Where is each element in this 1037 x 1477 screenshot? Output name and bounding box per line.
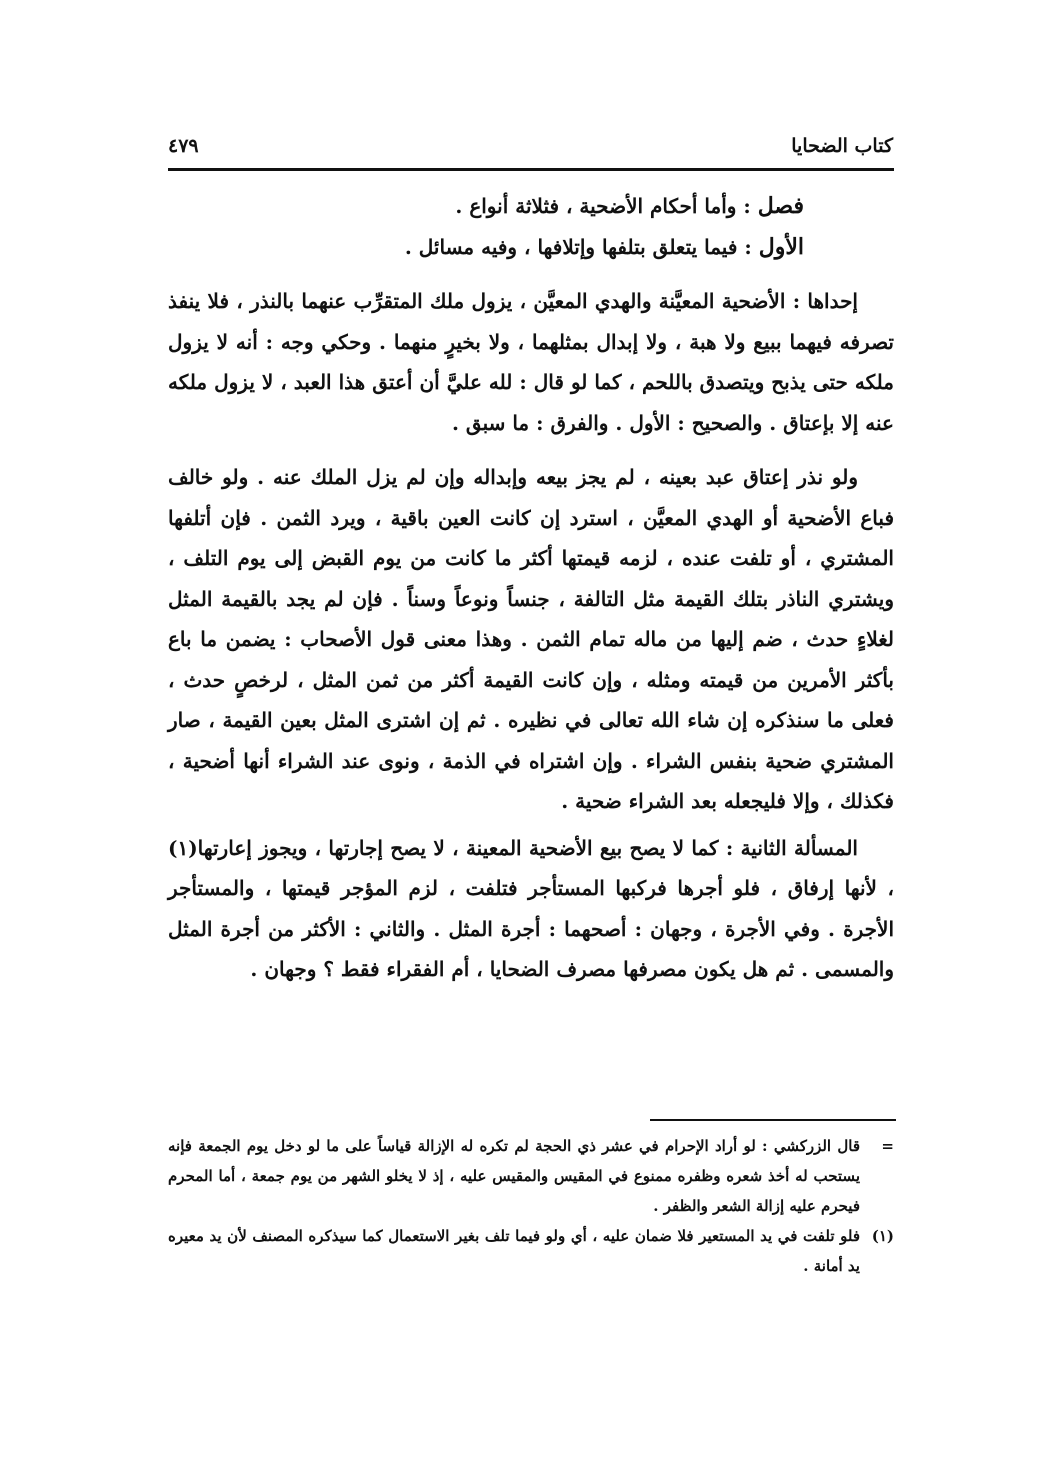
section-heading-lead: فصل <box>757 193 804 219</box>
section-heading-rest: : وأما أحكام الأضحية ، فثلاثة أنواع . <box>455 194 758 218</box>
chapter-title: كتاب الضحايا <box>791 135 893 157</box>
spacer <box>168 267 894 281</box>
footnote-mark: = <box>881 1137 894 1155</box>
page-number: ٤٧٩ <box>168 135 199 157</box>
spacer <box>168 443 894 457</box>
footnote-rule <box>650 1119 896 1121</box>
paragraph-vow-emancipation: ولو نذر إعتاق عبد بعينه ، لم يجز بيعه وإبداله وإن لم يزل الملك عنه . ولو خالف فباع الأضحية أو الهدي المعيَّن ، استرد إن كانت العين باقية ، ويرد الثمن . فإن أتلفها المشتري ، أو تلفت عنده ، لزمه قيمتها أكثر ما كانت من يوم القبض إلى يوم التلف ، ويشتري الناذر بتلك القيمة مثل التالفة ، جنساً ونوعاً وسناً . فإن لم يجد بالقيمة المثل لغلاءٍ حدث ، ضم إليها من ماله تمام الثمن . وهذا معنى قول الأصحاب : يضمن ما باع بأكثر الأمرين من قيمته ومثله ، وإن كانت القيمة أكثر من ثمن المثل ، لرخصٍ حدث ، فعلى ما سنذكره إن شاء الله تعالى في نظيره . ثم إن اشترى المثل بعين القيمة ، صار المشتري ضحية بنفس الشراء . وإن اشتراه في الذمة ، ونوى عند الشراء أنها أضحية ، فكذلك ، وإلا فليجعله بعد الشراء ضحية . <box>168 465 894 813</box>
footnote-mark: (١) <box>871 1227 894 1245</box>
footnote-text: قال الزركشي : لو أراد الإحرام في عشر ذي الحجة لم تكره له الإزالة قياساً على ما لو دخل يوم الجمعة فإنه يستحب له أخذ شعره وظفره ممنوع في المقيس والمقيس عليه ، إذ لا يخلو الشهر من يوم جمعة ، أما المحرم فيحرم عليه إزالة الشعر والظفر . <box>168 1137 860 1215</box>
subsection-heading-lead: الأول <box>758 233 804 260</box>
section-heading <box>168 186 894 227</box>
paragraph-first-issue: إحداها : الأضحية المعيَّنة والهدي المعيَّن ، يزول ملك المتقرِّب عنهما بالنذر ، فلا ينفذ تصرفه فيهما ببيع ولا هبة ، ولا إبدال بمثلهما ، ولا بخيرٍ منهما . وحكي وجه : أنه لا يزول ملكه حتى يذبح ويتصدق باللحم ، كما لو قال : لله عليَّ أن أعتق هذا العبد ، لا يزول ملكه عنه إلا بإعتاق . والصحيح : الأول . والفرق : ما سبق . <box>168 289 894 435</box>
subsection-heading-rest: : فيما يتعلق بتلفها وإتلافها ، وفيه مسائل . <box>404 234 759 259</box>
footnotes <box>168 1131 894 1281</box>
header-rule <box>168 168 894 171</box>
paragraph-second-issue: المسألة الثانية : كما لا يصح بيع الأضحية المعينة ، لا يصح إجارتها ، ويجوز إعارتها(١) ، لأنها إرفاق ، فلو أجرها فركبها المستأجر فتلفت ، لزم المؤجر قيمتها ، والمستأجر الأجرة . وفي الأجرة ، وجهان : أصحهما : أجرة المثل . والثاني : الأكثر من أجرة المثل والمسمى . ثم هل يكون مصرفها مصرف الضحايا ، أم الفقراء فقط ؟ وجهان . <box>168 835 894 981</box>
footnote-1 <box>168 1221 894 1281</box>
subsection-heading <box>168 227 894 268</box>
footnote-text: فلو تلفت في يد المستعير فلا ضمان عليه ، أي ولو فيما تلف بغير الاستعمال كما سيذكره المصنف لأن يد معيره يد أمانة . <box>168 1227 860 1275</box>
main-text <box>168 186 894 990</box>
running-header <box>168 128 893 164</box>
footnote-continued <box>168 1131 894 1221</box>
